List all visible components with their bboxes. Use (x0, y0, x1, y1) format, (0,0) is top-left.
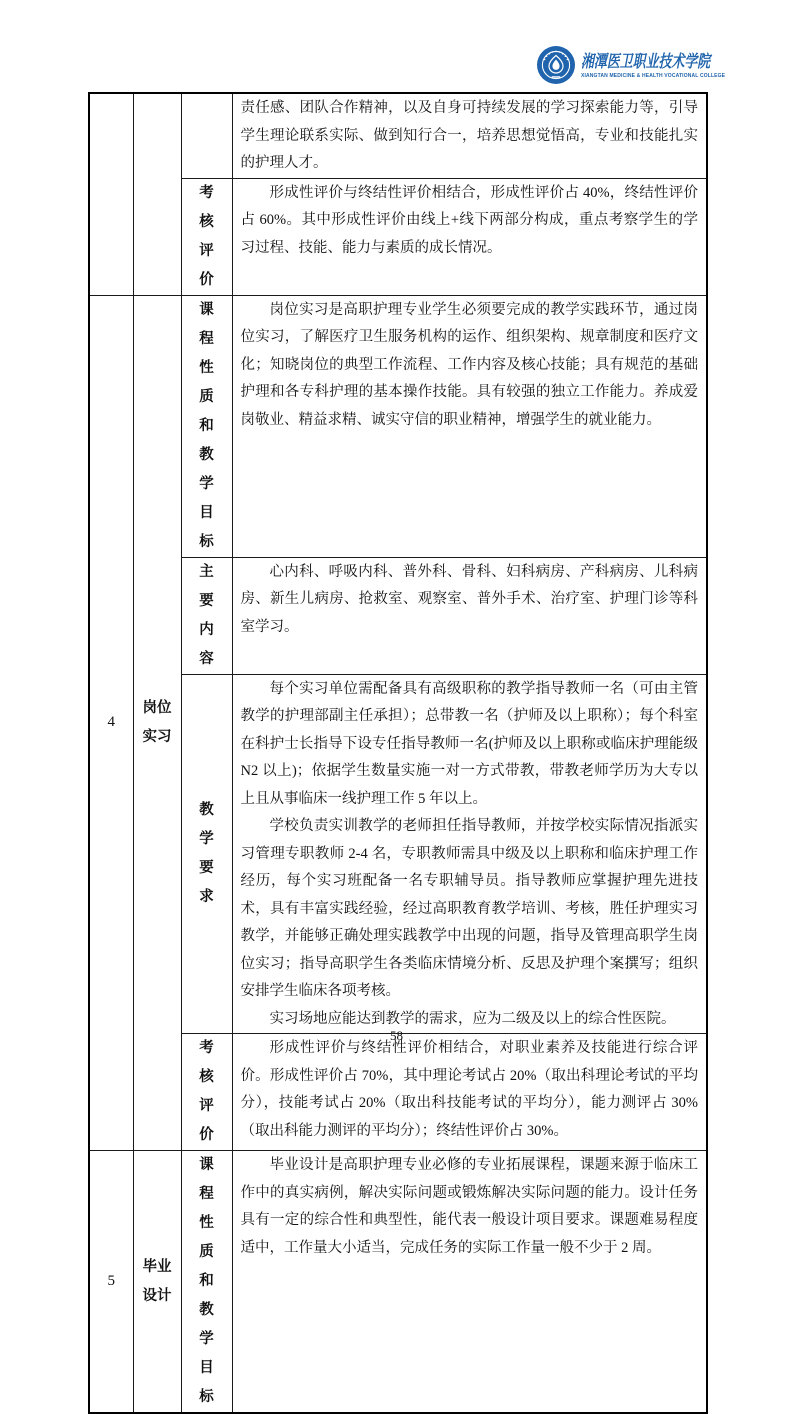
paragraph: 责任感、团队合作精神，以及自身可持续发展的学习探索能力等，引导学生理论联系实际、做到知行合一，培养思想觉悟高，专业和技能扎实的护理人才。 (240, 100, 698, 171)
aspect-label-cell (181, 93, 232, 178)
paragraph: 形成性评价与终结性评价相结合，对职业素养及技能进行综合评价。形成性评价占 70%，其中理论考试占 20%（取出科理论考试的平均分），技能考试占 20%（取出科技能考试的平均分），能力测评占 30%（取出科能力测评的平均分）；终结性评价占 30%。 (240, 1040, 698, 1139)
aspect-label-cell: 考核评价 (181, 178, 232, 295)
paragraph: 形成性评价与终结性评价相结合，形成性评价占 40%，终结性评价占 60%。其中形成性评价由线上+线下两部分构成，重点考察学生的学习过程、技能、能力与素质的成长情况。 (240, 184, 698, 256)
content-cell (232, 1151, 707, 1414)
section-number-cell: 5 (89, 1151, 133, 1414)
aspect-label-cell: 考核评价 (181, 1034, 232, 1151)
paragraph: 实习场地应能达到教学的需求，应为二级及以上的综合性医院。 (269, 1010, 676, 1027)
aspect-label-cell: 课程性质和教学目标 (181, 1151, 232, 1414)
paragraph: 毕业设计是高职护理专业必修的专业拓展课程，课题来源于临床工作中的真实病例，解决实际问题或锻炼解决实际问题的能力。设计任务具有一定的综合性和典型性，能代表一般设计项目要求。课题难易程度适中，工作量大小适当，完成任务的实际工作量一般不少于 2 周。 (240, 1157, 698, 1256)
content-cell (232, 178, 707, 295)
paragraph: 岗位实习是高职护理专业学生必须要完成的教学实践环节，通过岗位实习，了解医疗卫生服务机构的运作、组织架构、规章制度和医疗文化；知晓岗位的典型工作流程、工作内容及核心技能；具有规范的基础护理和各专科护理的基本操作技能。具有较强的独立工作能力。养成爱岗敬业、精益求精、诚实守信的职业精神，增强学生的就业能力。 (240, 301, 698, 428)
college-name-en: XIANGTAN MEDICINE & HEALTH VOCATIONAL COLLEGE (581, 73, 726, 79)
paragraph: 心内科、呼吸内科、普外科、骨科、妇科病房、产科病房、儿科病房、新生儿病房、抢救室、观察室、普外手术、治疗室、护理门诊等科室学习。 (240, 563, 698, 635)
curriculum-table (88, 92, 708, 1414)
aspect-label-cell: 主要内容 (181, 557, 232, 674)
content-cell (232, 295, 707, 557)
content-cell (232, 674, 707, 1034)
content-cell (232, 93, 707, 178)
paragraph: 每个实习单位需配备具有高级职称的教学指导教师一名（可由主管教学的护理部副主任承担）；总带教一名（护师及以上职称）；每个科室在科护士长指导下设专任指导教师一名(护师及以上职称或临床护理能级 N2 以上)；依据学生数量实施一对一方式带教，带教老师学历为大专以上且从事临床一线护理工作 5 年以上。 (240, 680, 698, 807)
college-name-zh: 湘潭医卫职业技术学院 (581, 52, 711, 71)
aspect-label-cell: 教学要求 (181, 674, 232, 1034)
paragraph: 学校负责实训教学的老师担任指导教师，并按学校实际情况指派实习管理专职教师 2-4 名，专职教师需具中级及以上职称和临床护理工作经历，每个实习班配备一名专职辅导员。指导教师应掌握护理先进技术，具有丰富实践经验，经过高职教育教学培训、考核，胜任护理实习教学，并能够正确处理实践教学中出现的问题，指导及管理高职学生岗位实习；指导高职学生各类临床情境分析、反思及护理个案撰写；组织安排学生临床各项考核。 (240, 818, 698, 999)
course-name-cell: 岗位实习 (133, 295, 181, 1151)
aspect-label-cell: 课程性质和教学目标 (181, 295, 232, 557)
course-name-cell: 毕业设计 (133, 1151, 181, 1414)
content-cell (232, 1034, 707, 1151)
section-number-cell (89, 93, 133, 295)
section-number-cell: 4 (89, 295, 133, 1151)
content-cell (232, 557, 707, 674)
course-name-cell (133, 93, 181, 295)
college-logo (536, 45, 751, 85)
page-number: 58 (390, 1028, 403, 1043)
college-seal-icon (536, 45, 576, 85)
